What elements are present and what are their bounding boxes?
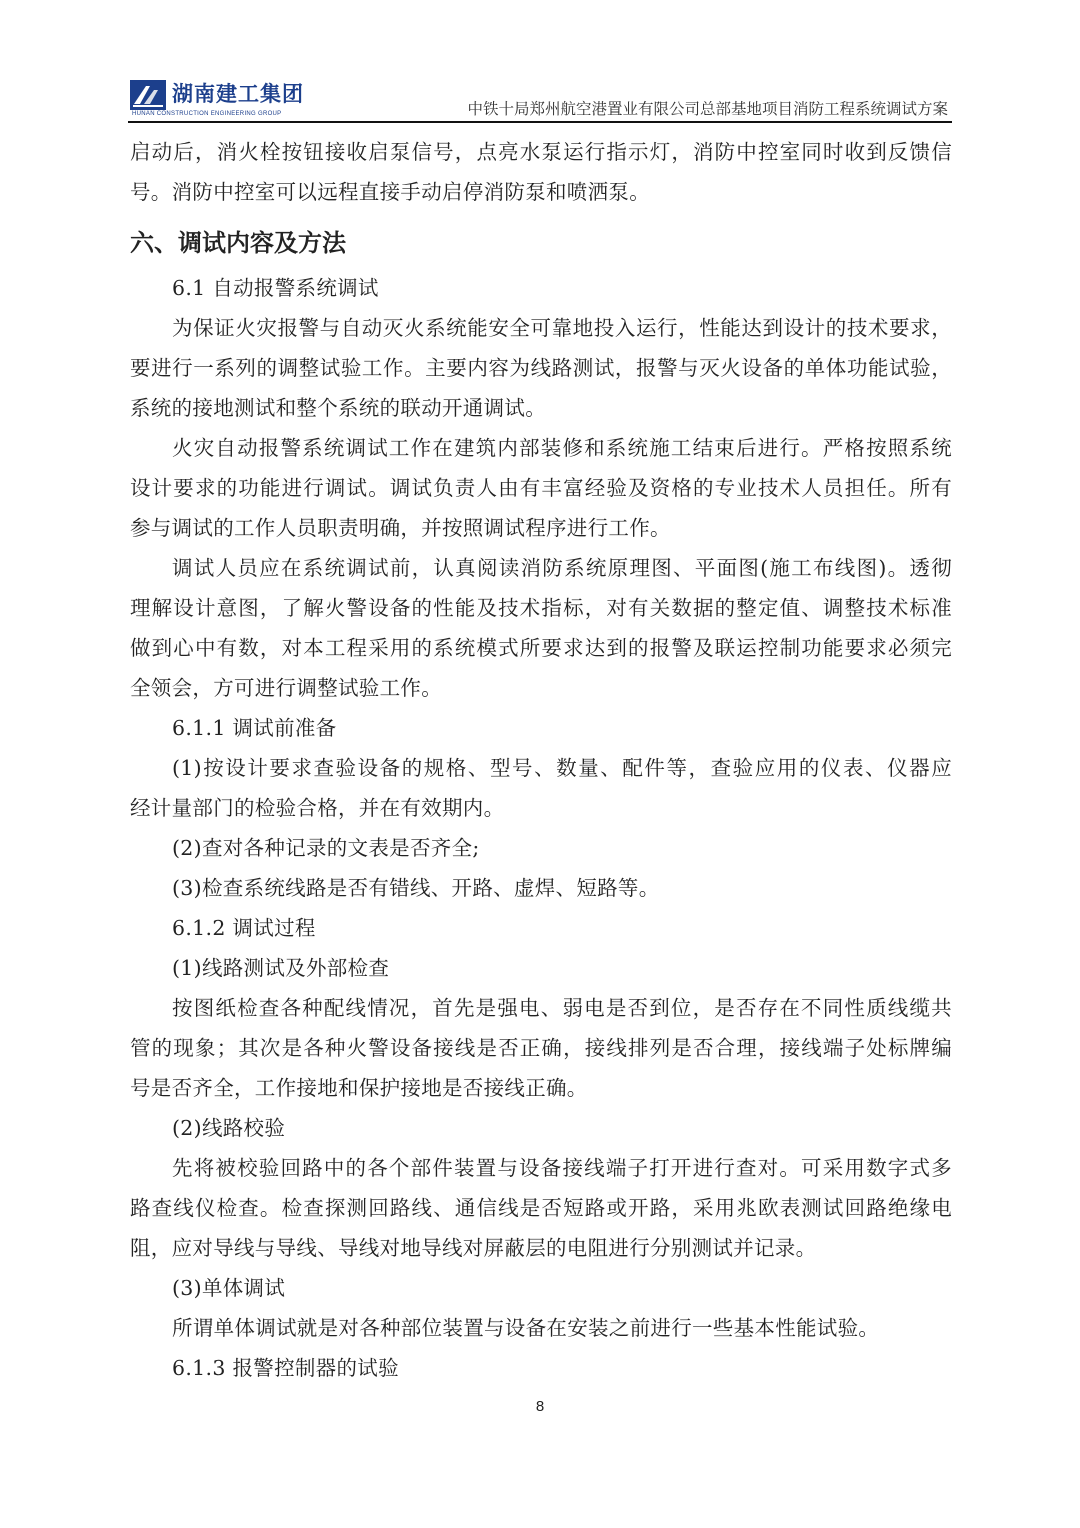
logo-subtitle: HUNAN CONSTRUCTION ENGINEERING GROUP [132, 111, 282, 117]
paragraph-line: 调试人员应在系统调试前，认真阅读消防系统原理图、平面图(施工布线图)。透彻 [172, 556, 952, 580]
paragraph-line: 号是否齐全，工作接地和保护接地是否接线正确。 [130, 1076, 588, 1100]
paragraph-line: 要进行一系列的调整试验工作。主要内容为线路测试，报警与灭火设备的单体功能试验， [130, 356, 952, 380]
paragraph-line: 阻，应对导线与导线、导线对地导线对屏蔽层的电阻进行分别测试并记录。 [130, 1236, 817, 1260]
paragraph-line: 启动后，消火栓按钮接收启泵信号，点亮水泵运行指示灯，消防中控室同时收到反馈信 [130, 140, 952, 164]
header-divider [128, 121, 952, 123]
subsection-heading-6-1-2: 6.1.2 调试过程 [172, 916, 316, 940]
paragraph-line: 号。消防中控室可以远程直接手动启停消防泵和喷洒泵。 [130, 180, 650, 204]
item-heading: (2)线路校验 [172, 1116, 286, 1140]
subsection-heading-6-1-1: 6.1.1 调试前准备 [172, 716, 337, 740]
paragraph-line: 所谓单体调试就是对各种部位装置与设备在安装之前进行一些基本性能试验。 [172, 1316, 880, 1340]
list-item: (2)查对各种记录的文表是否齐全; [172, 836, 480, 860]
paragraph-line: 按图纸检查各种配线情况，首先是强电、弱电是否到位，是否存在不同性质线缆共 [172, 996, 952, 1020]
paragraph-line: 火灾自动报警系统调试工作在建筑内部装修和系统施工结束后进行。严格按照系统 [172, 436, 952, 460]
paragraph-line: 全领会，方可进行调整试验工作。 [130, 676, 442, 700]
paragraph-line: 做到心中有数，对本工程采用的系统模式所要求达到的报警及联运控制功能要求必须完 [130, 636, 952, 660]
paragraph-line: 设计要求的功能进行调试。调试负责人由有丰富经验及资格的专业技术人员担任。所有 [130, 476, 952, 500]
item-heading: (3)单体调试 [172, 1276, 286, 1300]
subsection-heading-6-1-3: 6.1.3 报警控制器的试验 [172, 1356, 399, 1380]
paragraph-line: 参与调试的工作人员职责明确，并按照调试程序进行工作。 [130, 516, 671, 540]
paragraph-line: 理解设计意图，了解火警设备的性能及技术指标，对有关数据的整定值、调整技术标准 [130, 596, 952, 620]
paragraph-line: 路查线仪检查。检查探测回路线、通信线是否短路或开路，采用兆欧表测试回路绝缘电 [130, 1196, 952, 1220]
logo-name: 湖南建工集团 [172, 82, 304, 106]
list-item-line: (1)按设计要求查验设备的规格、型号、数量、配件等，查验应用的仪表、仪器应 [172, 756, 952, 780]
page-header [128, 76, 952, 122]
section-heading: 六、调试内容及方法 [130, 229, 346, 257]
logo-mark-icon [130, 80, 166, 110]
paragraph-line: 先将被校验回路中的各个部件装置与设备接线端子打开进行查对。可采用数字式多 [172, 1156, 952, 1180]
company-logo [128, 76, 328, 120]
paragraph-line: 系统的接地测试和整个系统的联动开通调试。 [130, 396, 546, 420]
page-body [130, 132, 952, 1388]
page-number: 8 [535, 1398, 545, 1415]
document-title: 中铁十局郑州航空港置业有限公司总部基地项目消防工程系统调试方案 [467, 100, 948, 118]
item-heading: (1)线路测试及外部检查 [172, 956, 390, 980]
list-item-line: 经计量部门的检验合格，并在有效期内。 [130, 796, 505, 820]
paragraph-line: 为保证火灾报警与自动灭火系统能安全可靠地投入运行，性能达到设计的技术要求， [172, 316, 952, 340]
paragraph-line: 管的现象；其次是各种火警设备接线是否正确，接线排列是否合理，接线端子处标牌编 [130, 1036, 952, 1060]
subsection-heading-6-1: 6.1 自动报警系统调试 [172, 276, 379, 300]
list-item: (3)检查系统线路是否有错线、开路、虚焊、短路等。 [172, 876, 660, 900]
